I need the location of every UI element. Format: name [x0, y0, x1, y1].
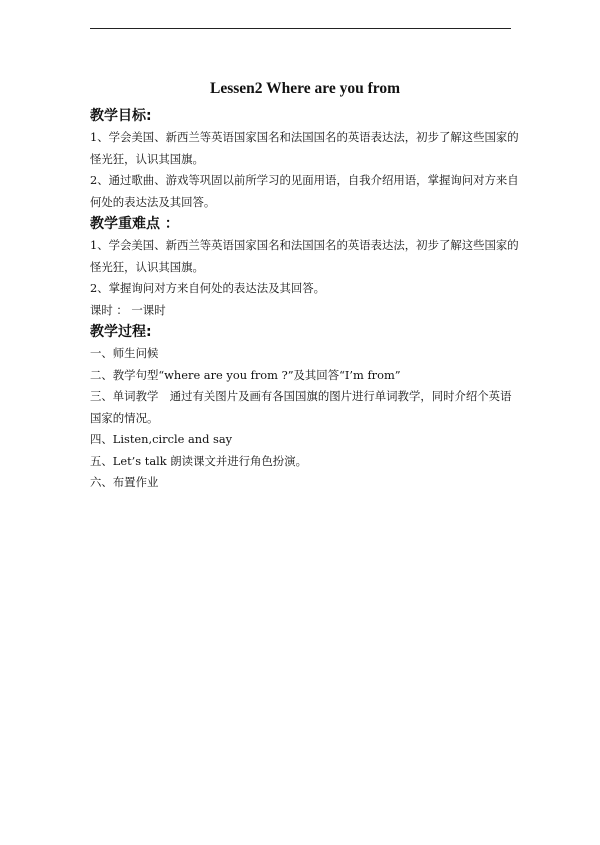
- process-step-6: 六、布置作业: [90, 475, 159, 489]
- process-step-4: 四、Listen,circle and say: [90, 432, 233, 446]
- class-hours: 课时 ： 一课时: [90, 302, 166, 317]
- objective-item-1: 1、学会美国、新西兰等英语国家国名和法国国名的英语表达法，初步了解这些国家的怪光狂，认识其国旗。: [90, 130, 519, 166]
- process-step-2: 二、教学句型“where are you from ?”及其回答“I’m from”: [90, 367, 401, 382]
- document-title: Lessen2 Where are you from: [209, 80, 400, 97]
- key-points-heading: 教学重难点 ：: [90, 216, 179, 232]
- header-rule: [90, 28, 511, 29]
- objective-item-2: 2、通过歌曲、游戏等巩固以前所学习的见面用语，自我介绍用语，掌握询问对方来自何处的表达法及其回答。: [90, 173, 519, 209]
- process-step-3: 三、单词教学 通过有关图片及画有各国国旗的图片进行单词教学，同时介绍个英语国家的情况。: [90, 389, 512, 425]
- document-body: [90, 78, 520, 494]
- process-step-1: 一、师生问候: [90, 346, 159, 360]
- process-step-5: 五、Let’s talk 朗读课文并进行角色扮演。: [90, 453, 307, 468]
- key-point-item-1: 1、学会美国、新西兰等英语国家国名和法国国名的英语表达法，初步了解这些国家的怪光狂，认识其国旗。: [90, 238, 519, 274]
- objectives-heading: 教学目标:: [90, 108, 152, 124]
- key-point-item-2: 2、掌握询问对方来自何处的表达法及其回答。: [90, 281, 326, 295]
- process-heading: 教学过程:: [90, 324, 152, 340]
